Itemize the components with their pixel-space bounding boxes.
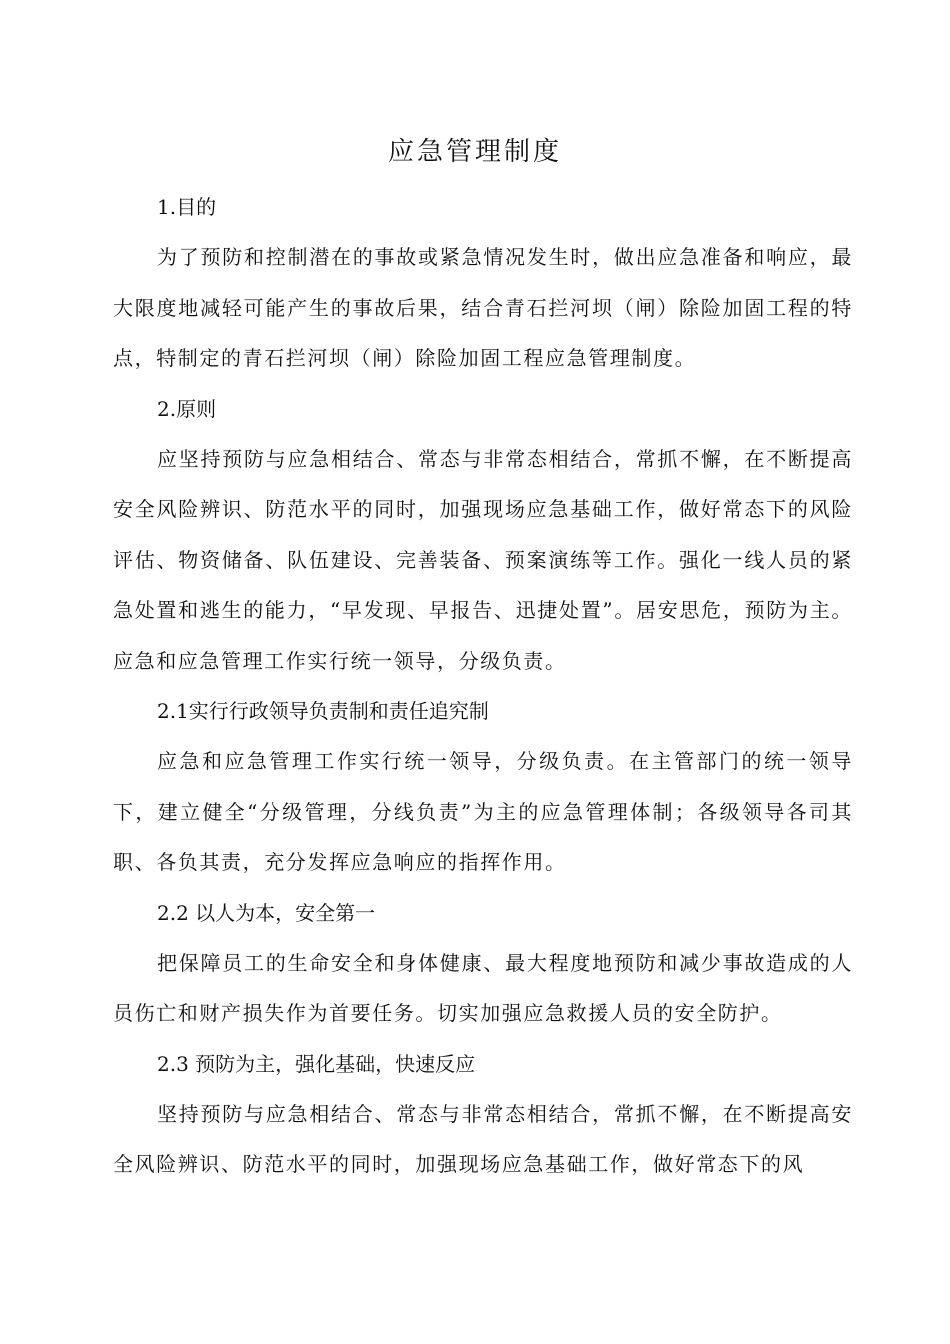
paragraph-2-1: 应急和应急管理工作实行统一领导，分级负责。在主管部门的统一领导下，建立健全“分级管理，分线负责”为主的应急管理体制；各级领导各司其职、各负其责，充分发挥应急响应的指挥作用。 [113,749,853,874]
section-heading-purpose: 1.目的 [157,195,217,219]
section-heading-2-1: 2.1实行行政领导负责制和责任追究制 [157,699,489,723]
section-heading-2-2: 2.2 以人为本，安全第一 [157,900,376,925]
paragraph-purpose: 为了预防和控制潜在的事故或紧急情况发生时，做出应急准备和响应，最大限度地减轻可能产生的事故后果，结合青石拦河坝（闸）除险加固工程的特点，特制定的青石拦河坝（闸）除险加固工程应急管理制度。 [113,245,853,370]
section-heading-principles: 2.原则 [157,396,217,421]
document-title: 应急管理制度 [387,137,562,167]
paragraph-2-2: 把保障员工的生命安全和身体健康、最大程度地预防和减少事故造成的人员伤亡和财产损失作为首要任务。切实加强应急救援人员的安全防护。 [113,950,853,1025]
document-body [113,182,853,1190]
section-heading-2-3: 2.3 预防为主，强化基础，快速反应 [157,1051,476,1076]
paragraph-principles: 应坚持预防与应急相结合、常态与非常态相结合，常抓不懈，在不断提高安全风险辨识、防范水平的同时，加强现场应急基础工作，做好常态下的风险评估、物资储备、队伍建设、完善装备、预案演练等工作。强化一线人员的紧急处置和逃生的能力，“早发现、早报告、迅捷处置”。居安思危，预防为主。应急和应急管理工作实行统一领导，分级负责。 [113,446,853,673]
paragraph-2-3: 坚持预防与应急相结合、常态与非常态相结合，常抓不懈，在不断提高安全风险辨识、防范水平的同时，加强现场应急基础工作，做好常态下的风 [113,1101,853,1176]
